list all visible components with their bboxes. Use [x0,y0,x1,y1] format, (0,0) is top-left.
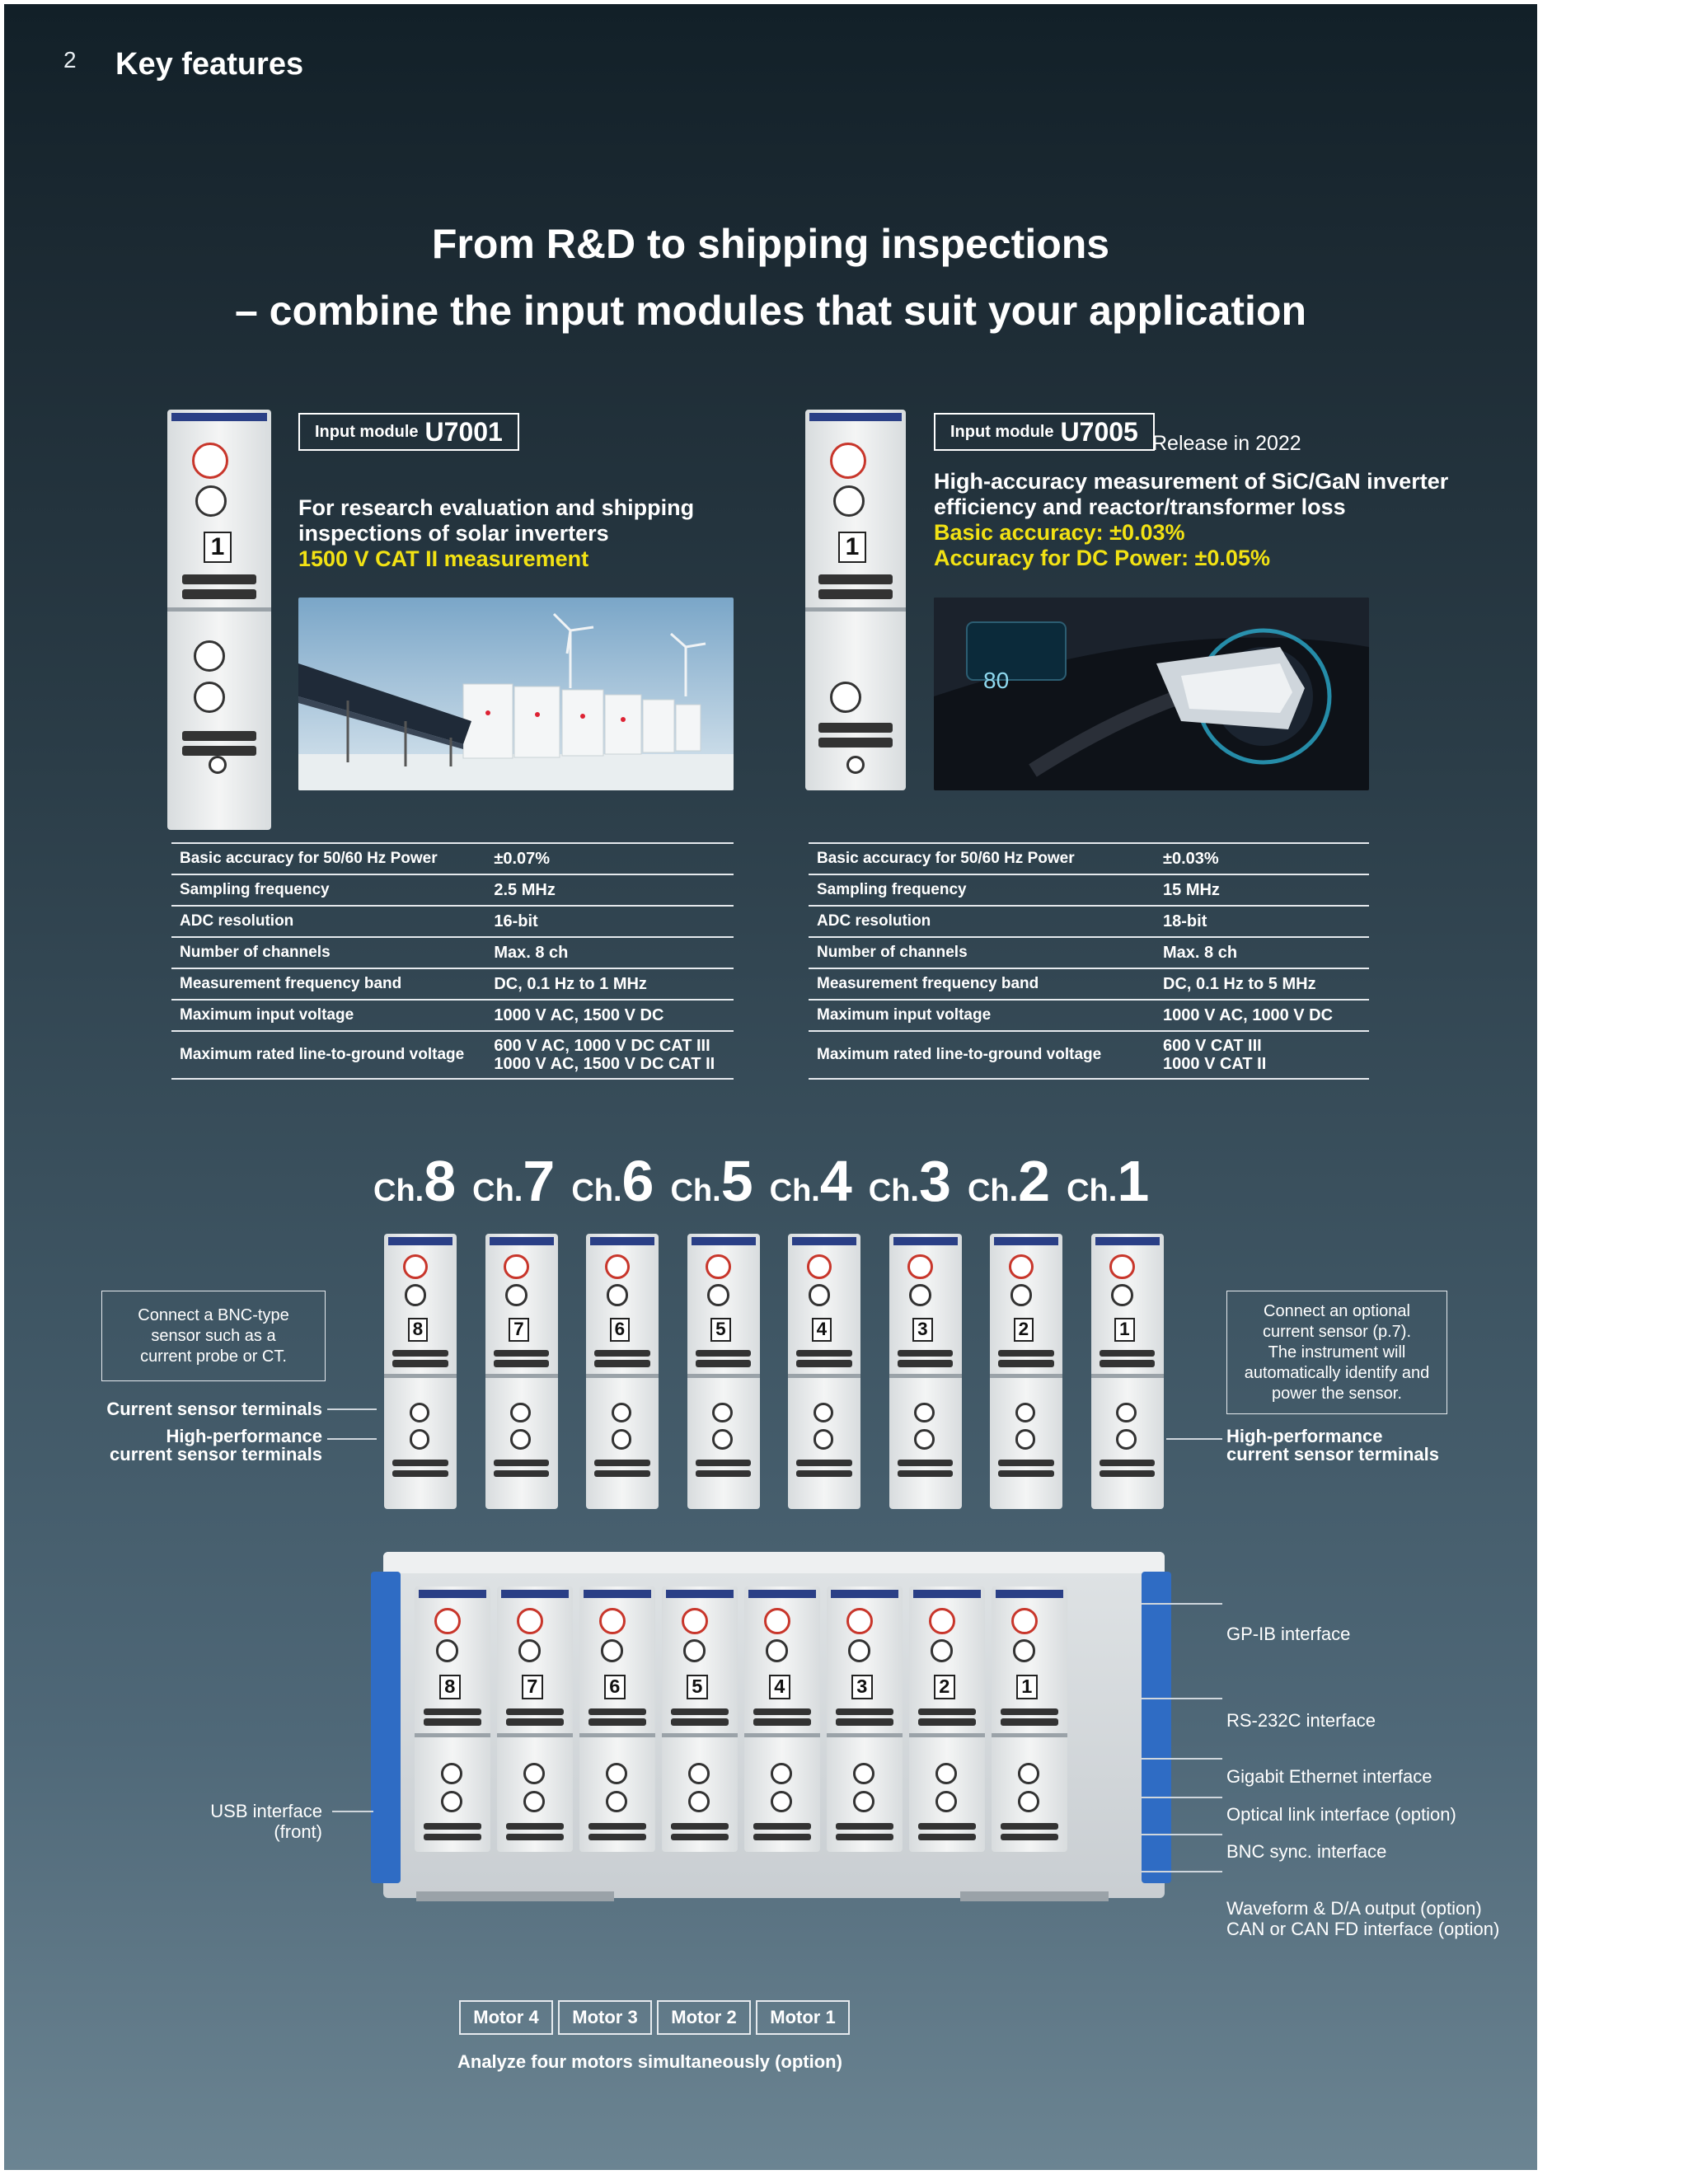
module-channel-number: 1 [1114,1318,1135,1342]
spec-label: Maximum rated line-to-ground voltage [809,1031,1155,1079]
input-module-ch8 [415,1586,490,1852]
input-module-ch8 [384,1234,457,1509]
module-channel-number: 1 [1016,1675,1038,1699]
label-line: High-performance [1226,1426,1383,1446]
input-module-ch6 [579,1586,655,1852]
u7005-desc-line2: efficiency and reactor/transformer loss [934,494,1346,519]
table-row [809,874,1369,906]
module-channel-number: 2 [934,1675,955,1699]
label-line: USB interface [210,1801,322,1821]
spec-value: DC, 0.1 Hz to 1 MHz [485,968,734,1000]
rs232c-label: RS-232C interface [1226,1710,1376,1731]
channel-label-8: Ch.8 [373,1149,457,1213]
leader-line [327,1408,377,1410]
leader-line [1142,1797,1222,1798]
module-channel-number: 4 [812,1318,832,1342]
note-line: current probe or CT. [140,1347,287,1366]
motor-3-box: Motor 3 [558,2000,652,2035]
input-module-ch1 [1091,1234,1164,1509]
motor-2-box: Motor 2 [657,2000,751,2035]
spec-label: Maximum input voltage [171,1000,485,1031]
bnc-sensor-note [101,1291,326,1381]
hp-terminals-label-right [1226,1427,1439,1464]
spec-label: Number of channels [171,937,485,968]
input-module-ch2 [909,1586,985,1852]
note-line: automatically identify and [1244,1363,1430,1382]
spec-value: 1000 V AC, 1000 V DC [1155,1000,1369,1031]
table-row [171,874,734,906]
u7001-label-model: U7001 [424,416,503,447]
spec-label: Maximum rated line-to-ground voltage [171,1031,485,1079]
module-channel-number: 3 [851,1675,873,1699]
ev-charging-photo [934,598,1369,790]
table-row [171,906,734,937]
input-module-ch4 [788,1234,860,1509]
input-module-ch3 [889,1234,962,1509]
hp-terminals-label-left [4,1427,322,1464]
note-line: Connect an optional [1264,1301,1410,1320]
leader-line [332,1811,373,1812]
motor-4-box: Motor 4 [459,2000,553,2035]
table-row [171,1000,734,1031]
current-sensor-terminals-label: Current sensor terminals [106,1399,322,1419]
bnc-sync-label: BNC sync. interface [1226,1841,1387,1862]
input-module-ch5 [662,1586,738,1852]
input-module-ch3 [827,1586,903,1852]
svg-text:80: 80 [983,668,1010,693]
u7005-label-small: Input module [950,422,1054,441]
label-line: Waveform & D/A output (option) [1226,1898,1482,1919]
spec-label: Basic accuracy for 50/60 Hz Power [809,843,1155,874]
spec-value: 18-bit [1155,906,1369,937]
u7001-module-image: 1 [167,410,271,830]
module-channel-number: 5 [710,1318,731,1342]
spec-label: Basic accuracy for 50/60 Hz Power [171,843,485,874]
spec-label: Sampling frequency [171,874,485,906]
u7005-release: Release in 2022 [1152,432,1301,455]
channel-labels [373,1148,1149,1214]
spec-value [485,1031,734,1079]
u7001-label-box [298,413,519,451]
table-row [171,843,734,874]
spec-value: 16-bit [485,906,734,937]
table-row [809,1000,1369,1031]
module-channel-number: 8 [408,1318,429,1342]
label-line: High-performance [166,1426,322,1446]
input-module-ch7 [497,1586,573,1852]
spec-value: 2.5 MHz [485,874,734,906]
spec-label: Number of channels [809,937,1155,968]
u7005-label-box [934,413,1155,451]
page [4,4,1537,2170]
solar-plant-photo [298,598,734,790]
module-channel-number: 7 [509,1318,529,1342]
spec-label: Maximum input voltage [809,1000,1155,1031]
table-row [171,1031,734,1079]
table-row [809,843,1369,874]
channel-label-1: Ch.1 [1067,1149,1150,1213]
chassis-left-handle [371,1572,401,1883]
optical-link-label: Optical link interface (option) [1226,1804,1456,1825]
note-line: power the sensor. [1272,1384,1402,1403]
u7001-description [298,495,694,572]
u7005-desc-line1: High-accuracy measurement of SiC/GaN inverter [934,469,1449,494]
note-line: The instrument will [1268,1343,1406,1361]
leader-line [1142,1758,1222,1760]
usb-interface-label [4,1801,322,1842]
spec-value: 15 MHz [1155,874,1369,906]
spec-label: ADC resolution [171,906,485,937]
waveform-output-label [1226,1898,1499,1939]
input-module-ch4 [744,1586,820,1852]
page-number: 2 [63,47,77,73]
table-row [809,968,1369,1000]
spec-value: ±0.03% [1155,843,1369,874]
u7005-description [934,469,1448,571]
u7001-highlight: 1500 V CAT II measurement [298,546,589,571]
spec-value: Max. 8 ch [485,937,734,968]
spec-value-line2: 1000 V CAT II [1163,1055,1267,1073]
table-row [809,1031,1369,1079]
table-row [171,968,734,1000]
u7005-label-model: U7005 [1060,416,1138,447]
spec-value: 1000 V AC, 1500 V DC [485,1000,734,1031]
u7001-desc-line1: For research evaluation and shipping [298,495,695,520]
module-channel-number: 8 [439,1675,461,1699]
spec-value-line2: 1000 V AC, 1500 V DC CAT II [494,1055,715,1073]
spec-value-line1: 600 V CAT III [1163,1037,1262,1055]
leader-line [327,1438,377,1440]
spec-value [1155,1031,1369,1079]
module-channel-number: 6 [610,1318,631,1342]
spec-label: Sampling frequency [809,874,1155,906]
label-line: (front) [274,1821,322,1842]
table-row [809,906,1369,937]
leader-line [1142,1603,1222,1605]
table-row [809,937,1369,968]
gigabit-ethernet-label: Gigabit Ethernet interface [1226,1766,1432,1787]
spec-label: Measurement frequency band [809,968,1155,1000]
u7005-highlight2: Accuracy for DC Power: ±0.05% [934,546,1270,570]
headline-line2: – combine the input modules that suit your application [234,288,1307,334]
label-line: current sensor terminals [1226,1444,1439,1465]
u7001-spec-table [171,842,734,1080]
spec-value: Max. 8 ch [1155,937,1369,968]
input-module-ch5 [687,1234,760,1509]
module-channel-number: 5 [687,1675,708,1699]
chassis-right-handle [1142,1572,1171,1883]
note-line: current sensor (p.7). [1262,1322,1412,1341]
module-channel-number: 3 [912,1318,933,1342]
channel-label-6: Ch.6 [571,1149,654,1213]
spec-label: Measurement frequency band [171,968,485,1000]
spec-value: ±0.07% [485,843,734,874]
table-row [171,937,734,968]
spec-value-line1: 600 V AC, 1000 V DC CAT III [494,1037,710,1055]
u7005-spec-table [809,842,1369,1080]
label-line: current sensor terminals [110,1444,322,1465]
channel-label-5: Ch.5 [670,1149,753,1213]
module-channel-number: 2 [1014,1318,1034,1342]
leader-line [1166,1438,1222,1440]
gpib-label: GP-IB interface [1226,1624,1351,1644]
leader-line [1142,1698,1222,1699]
spec-label: ADC resolution [809,906,1155,937]
input-module-ch2 [990,1234,1062,1509]
input-module-ch1 [992,1586,1067,1852]
module-channel-number: 7 [522,1675,543,1699]
spec-value: DC, 0.1 Hz to 5 MHz [1155,968,1369,1000]
input-module-ch6 [586,1234,659,1509]
note-line: Connect a BNC-type [138,1305,289,1324]
channel-label-3: Ch.3 [868,1149,951,1213]
optional-sensor-note [1226,1291,1447,1414]
u7005-module-image: 1 [805,410,906,790]
channel-label-4: Ch.4 [769,1149,852,1213]
module-channel-number: 6 [604,1675,626,1699]
module-channel-number: 4 [769,1675,790,1699]
input-module-ch7 [485,1234,558,1509]
u7001-label-small: Input module [315,422,419,441]
channel-label-7: Ch.7 [472,1149,556,1213]
instrument-chassis [383,1552,1165,1898]
motors-caption: Analyze four motors simultaneously (option) [457,2051,842,2072]
note-line: sensor such as a [151,1326,276,1345]
leader-line [1142,1871,1222,1872]
section-title: Key features [115,47,304,82]
headline-line1: From R&D to shipping inspections [431,221,1110,267]
leader-line [1142,1834,1222,1835]
channel-label-2: Ch.2 [967,1149,1051,1213]
u7005-highlight1: Basic accuracy: ±0.03% [934,520,1185,545]
label-line: CAN or CAN FD interface (option) [1226,1919,1500,1939]
motor-1-box: Motor 1 [756,2000,850,2035]
u7001-desc-line2: inspections of solar inverters [298,521,609,546]
